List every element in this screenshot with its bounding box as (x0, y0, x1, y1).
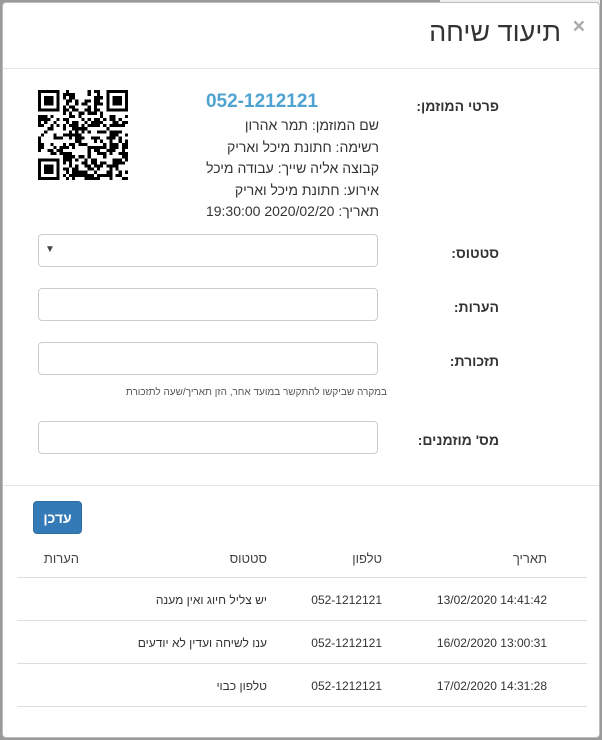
row-status: ענו לשיחה ועדין לא יודעים (137, 636, 267, 650)
status-select[interactable] (38, 234, 378, 267)
row-date: 17/02/2020 14:31:28 (436, 679, 547, 693)
guest-group: קבוצה אליה שייך: עבודה מיכל (206, 160, 379, 176)
modal-title: תיעוד שיחה (429, 17, 561, 47)
reminder-label: תזכורת: (449, 353, 499, 369)
table-row (17, 664, 587, 707)
footer-divider (3, 485, 599, 486)
header-date: תאריך (512, 551, 547, 566)
guest-name: שם המוזמן: תמר אהרון (244, 117, 379, 133)
invitees-input[interactable] (38, 421, 378, 454)
reminder-input[interactable] (38, 342, 378, 375)
row-phone: 052-1212121 (311, 636, 382, 650)
row-date: 13/02/2020 14:41:42 (436, 593, 547, 607)
header-notes: הערות (43, 551, 79, 566)
table-row (17, 621, 587, 664)
modal-header (3, 3, 599, 69)
row-phone: 052-1212121 (311, 593, 382, 607)
call-log-modal (2, 2, 600, 738)
row-date: 16/02/2020 13:00:31 (436, 636, 547, 650)
notes-label: הערות: (453, 299, 499, 315)
guest-phone-link[interactable]: 052-1212121 (205, 91, 318, 112)
table-row (17, 578, 587, 621)
notes-input[interactable] (38, 288, 378, 321)
reminder-hint: במקרה שביקשו להתקשר במועד אחר, הזן תאריך/שעה לתזכורת (125, 387, 387, 398)
close-icon[interactable]: × (572, 15, 585, 38)
row-status: יש צליל חיוג ואין מענה (155, 593, 267, 607)
row-status: טלפון כבוי (216, 679, 267, 693)
caret-down-icon: ▼ (45, 244, 55, 255)
table-header (17, 541, 587, 578)
status-label: סטטוס: (451, 245, 499, 261)
qr-code-icon (38, 90, 128, 180)
header-status: סטטוס (229, 551, 267, 566)
guest-list: רשימה: חתונת מיכל ואריק (226, 138, 379, 155)
guest-info (206, 91, 379, 223)
guest-details-label: פרטי המוזמן: (416, 98, 499, 114)
invitees-label: מס' מוזמנים: (417, 432, 499, 448)
header-phone: טלפון (352, 551, 382, 566)
call-history-table (17, 541, 587, 707)
guest-event-date: תאריך: 2020/02/20 19:30:00 (205, 203, 379, 219)
row-phone: 052-1212121 (311, 679, 382, 693)
guest-event: אירוע: חתונת מיכל ואריק (234, 181, 379, 198)
update-button[interactable]: עדכן (33, 501, 82, 534)
